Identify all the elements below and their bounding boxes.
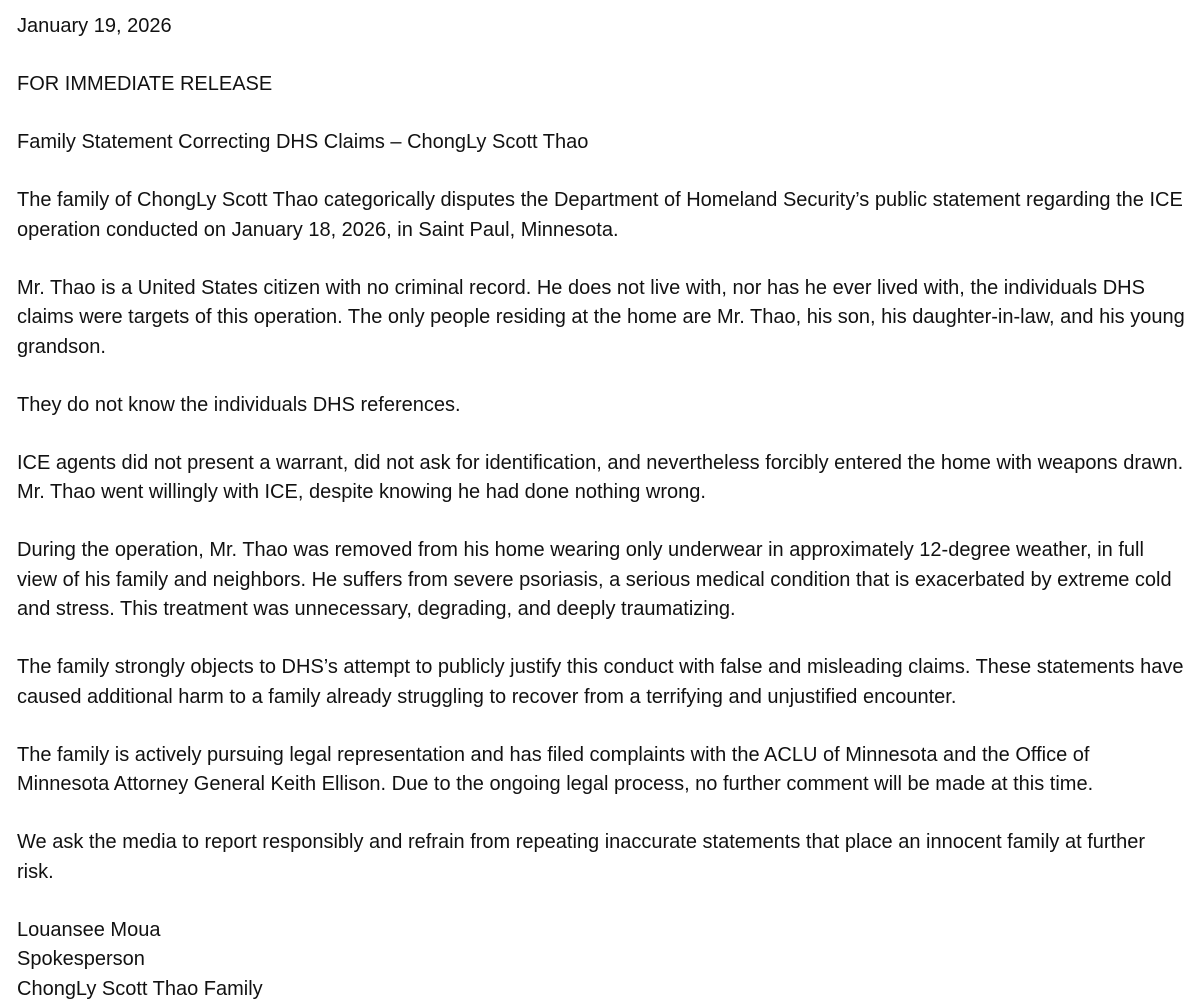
paragraph-dispute: The family of ChongLy Scott Thao categorically disputes the Department of Homeland Security’s public statement regarding the ICE operation conducted on January 18, 2026, in Saint Paul, Minnesota. bbox=[17, 186, 1187, 245]
signature-block bbox=[17, 916, 1187, 1004]
statement-title: Family Statement Correcting DHS Claims – ChongLy Scott Thao bbox=[17, 128, 1187, 158]
paragraph-objection: The family strongly objects to DHS’s attempt to publicly justify this conduct with false and misleading claims. These statements have caused additional harm to a family already struggling to recover from a terrifying and unjustified encounter. bbox=[17, 653, 1187, 712]
release-label: FOR IMMEDIATE RELEASE bbox=[17, 70, 1187, 100]
paragraph-treatment: During the operation, Mr. Thao was removed from his home wearing only underwear in approximately 12-degree weather, in full view of his family and neighbors. He suffers from severe psoriasis, a serious medical condition that is exacerbated by extreme cold and stress. This treatment was unnecessary, degrading, and deeply traumatizing. bbox=[17, 536, 1187, 625]
paragraph-warrant: ICE agents did not present a warrant, did not ask for identification, and nevertheless forcibly entered the home with weapons drawn. Mr. Thao went willingly with ICE, despite knowing he had done nothing wrong. bbox=[17, 449, 1187, 508]
press-release-document bbox=[17, 12, 1187, 1004]
release-date: January 19, 2026 bbox=[17, 12, 1187, 42]
paragraph-legal: The family is actively pursuing legal representation and has filed complaints with the ACLU of Minnesota and the Office of Minnesota Attorney General Keith Ellison. Due to the ongoing legal process, no further comment will be made at this time. bbox=[17, 741, 1187, 800]
paragraph-citizenship: Mr. Thao is a United States citizen with no criminal record. He does not live with, nor has he ever lived with, the individuals DHS claims were targets of this operation. The only people residing at the home are Mr. Thao, his son, his daughter-in-law, and his young grandson. bbox=[17, 274, 1187, 363]
paragraph-media-request: We ask the media to report responsibly and refrain from repeating inaccurate statements that place an innocent family at further risk. bbox=[17, 828, 1187, 887]
paragraph-unknown-individuals: They do not know the individuals DHS references. bbox=[17, 391, 1187, 421]
signature-organization: ChongLy Scott Thao Family bbox=[17, 975, 1187, 1004]
signature-role: Spokesperson bbox=[17, 945, 1187, 975]
signature-name: Louansee Moua bbox=[17, 916, 1187, 946]
